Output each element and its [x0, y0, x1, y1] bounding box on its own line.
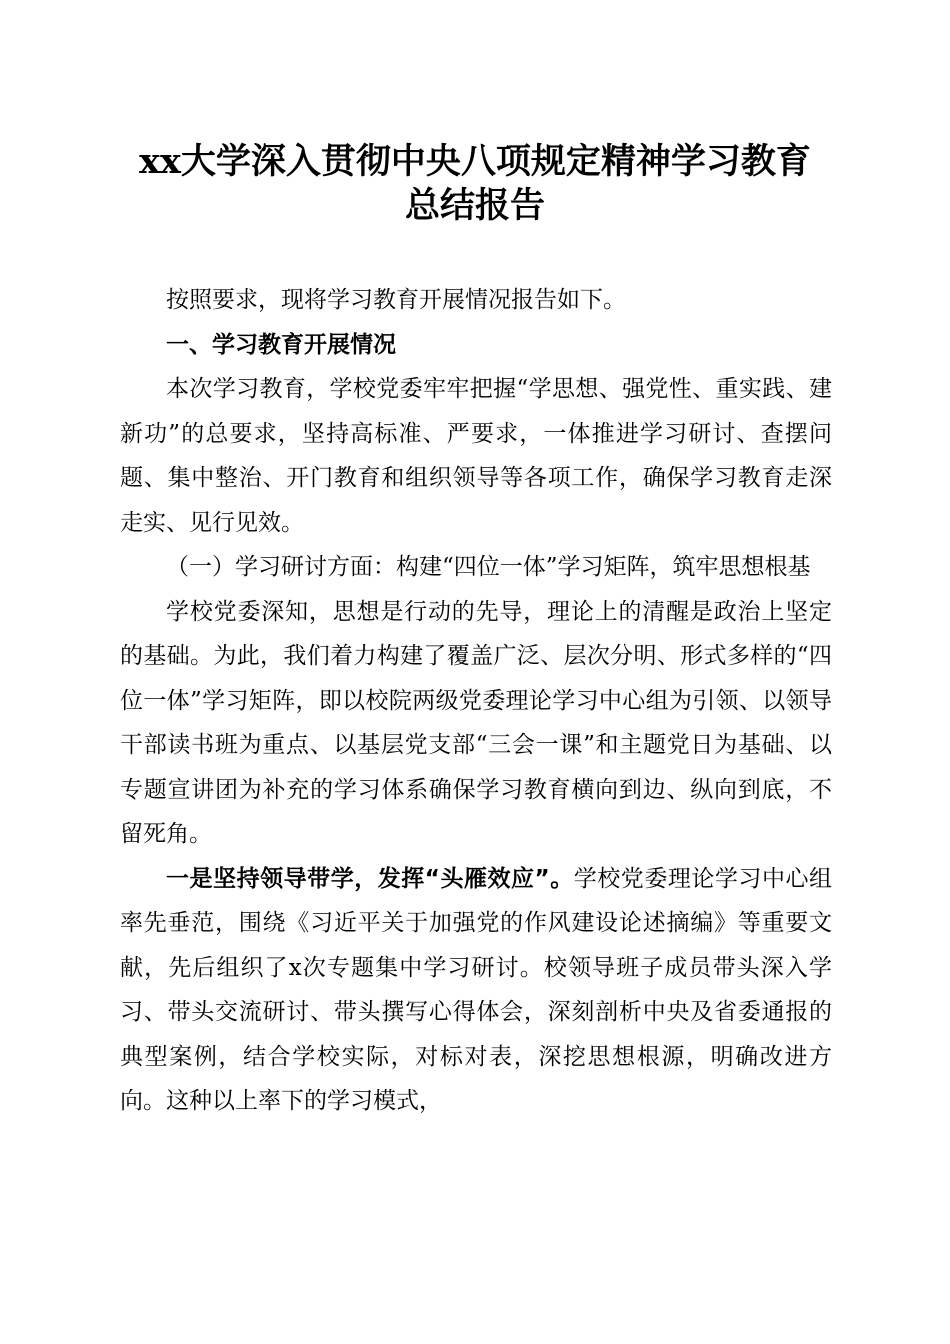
- document-body: [120, 278, 832, 1124]
- subsection-heading-1: （一）学习研讨方面：构建“四位一体”学习矩阵，筑牢思想根基: [166, 554, 811, 580]
- point-1-lead: 一是坚持领导带学，发挥“头雁效应”。: [166, 865, 574, 892]
- subsection-1-paragraph: 学校党委深知，思想是行动的先导，理论上的清醒是政治上坚定的基础。为此，我们着力构建了覆盖广泛、层次分明、形式多样的“四位一体”学习矩阵，即以校院两级党委理论学习中心组为引领、以领导干部读书班为重点、以基层党支部“三会一课”和主题党日为基础、以专题宣讲团为补充的学习体系确保学习教育横向到边、纵向到底，不留死角。: [120, 598, 832, 847]
- point-1-paragraph: [120, 857, 832, 1124]
- document-title-line-1: xx大学深入贯彻中央八项规定精神学习教育: [139, 141, 811, 182]
- section-heading-1: 一、学习教育开展情况: [166, 331, 396, 358]
- point-1-body: 学校党委理论学习中心组率先垂范，围绕《习近平关于加强党的作风建设论述摘编》等重要文献，先后组织了x次专题集中学习研讨。校领导班子成员带头深入学习、带头交流研讨、带头撰写心得体会，深刻剖析中央及省委通报的典型案例，结合学校实际，对标对表，深挖思想根源，明确改进方向。这种以上率下的学习模式，: [120, 865, 833, 1114]
- intro-paragraph: 按照要求，现将学习教育开展情况报告如下。: [166, 287, 626, 313]
- section-1-paragraph: 本次学习教育，学校党委牢牢把握“学思想、强党性、重实践、建新功”的总要求，坚持高标准、严要求，一体推进学习研讨、查摆问题、集中整治、开门教育和组织领导等各项工作，确保学习教育走深走实、见行见效。: [120, 376, 832, 536]
- document-title-line-2: 总结报告: [404, 185, 545, 226]
